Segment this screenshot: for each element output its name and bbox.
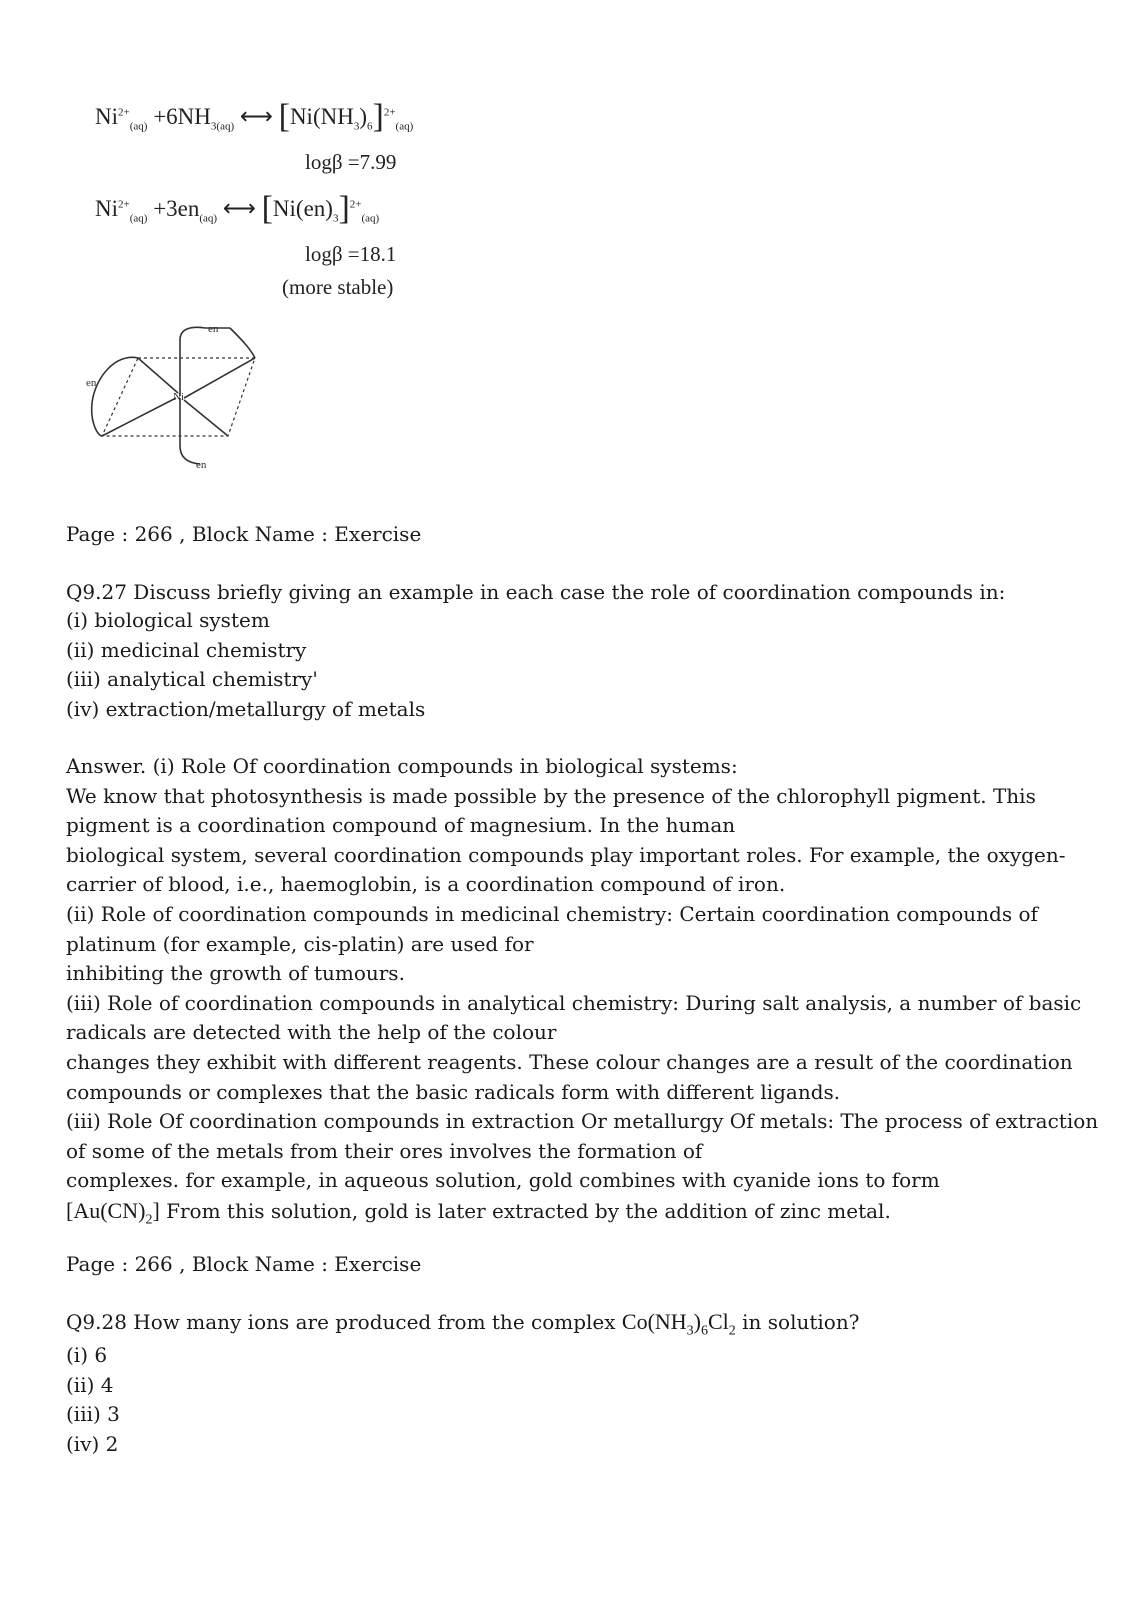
list-item: (ii) 4 [66, 1372, 114, 1397]
list-item: (iv) 2 [66, 1431, 119, 1456]
answer-line: (iii) Role Of coordination compounds in extraction Or metallurgy Of metals: The process of extraction [66, 1109, 1099, 1134]
answer-line: complexes. for example, in aqueous solution, gold combines with cyanide ions to form [66, 1168, 940, 1193]
equation-1: $Ni^{2+}_{(aq)} +6NH_{3(aq)}$ ⟷ $[Ni(NH_3)_6]^{2+}_{(aq)}$ [95, 98, 414, 135]
eq1-product: Ni(NH [289, 104, 354, 129]
answer-line-formula: $[Au(CN)_2]$ From this solution, gold is later extracted by the addition of zinc metal. [66, 1197, 891, 1228]
eq2-logbeta: logβ =18.1 [305, 242, 397, 266]
answer-line: biological system, several coordination compounds play important roles. For example, the oxygen- [66, 842, 1066, 867]
answer-line: platinum (for example, cis-platin) are used for [66, 931, 534, 956]
ligand-label-left: en [86, 377, 97, 389]
eq2-product: Ni(en) [272, 196, 333, 221]
question-9-28-options [66, 1341, 120, 1459]
list-item: (ii) medicinal chemistry [66, 637, 307, 662]
ni-en3-structure-diagram [80, 318, 280, 478]
eq1-reactant-ion: Ni [95, 104, 118, 129]
answer-line: changes they exhibit with different reagents. These colour changes are a result of the coordination [66, 1049, 1073, 1074]
answer-line: pigment is a coordination compound of magnesium. In the human [66, 813, 736, 838]
answer-line: Answer. (i) Role Of coordination compounds in biological systems: [66, 754, 738, 778]
eq1-logbeta: logβ =7.99 [305, 150, 397, 174]
ligand-label-bottom: en [196, 459, 207, 471]
answer-line: radicals are detected with the help of the colour [66, 1020, 557, 1045]
equilibrium-arrow: ⟷ [222, 196, 256, 221]
question-9-27: Q9.27 Discuss briefly giving an example in each case the role of coordination compounds in: [66, 580, 1006, 604]
answer-line: (iii) Role of coordination compounds in analytical chemistry: During salt analysis, a number of basic [66, 990, 1082, 1015]
en-arc-top [180, 327, 230, 340]
eq2-stability-note: (more stable) [282, 275, 394, 299]
answer-9-27 [66, 752, 1098, 1226]
metal-label: Ni [173, 391, 184, 403]
question-9-27-options [66, 606, 425, 724]
answer-line: inhibiting the growth of tumours. [66, 961, 405, 986]
answer-line: carrier of blood, i.e., haemoglobin, is a coordination compound of iron. [66, 872, 786, 897]
question-9-28: Q9.28 How many ions are produced from the complex $Co(NH_3)_6Cl_2$ in solution? [66, 1309, 860, 1339]
list-item: (iii) analytical chemistry' [66, 667, 318, 692]
answer-line: (ii) Role of coordination compounds in medicinal chemistry: Certain coordination compounds of [66, 901, 1038, 926]
ligand-label-top: en [208, 323, 219, 335]
equilibrium-arrow: ⟷ [239, 104, 273, 129]
gold-cyanide-formula: $[Au(CN)_2]$ [66, 1197, 160, 1228]
equation-2: $Ni^{2+}_{(aq)} +3en_{(aq)}$ ⟷ $[Ni(en)_3]^{2+}_{(aq)}$ [95, 190, 380, 227]
page-reference: Page : 266 , Block Name : Exercise [66, 522, 422, 546]
answer-line: compounds or complexes that the basic radicals form with different ligands. [66, 1079, 841, 1104]
eq1-ligand: 6NH [166, 104, 211, 129]
page-reference: Page : 266 , Block Name : Exercise [66, 1252, 422, 1276]
eq2-reactant-ion: Ni [95, 196, 118, 221]
list-item: (iv) extraction/metallurgy of metals [66, 696, 426, 721]
list-item: (iii) 3 [66, 1402, 120, 1427]
list-item: (i) 6 [66, 1343, 108, 1367]
list-item: (i) biological system [66, 608, 270, 632]
eq2-ligand: 3en [166, 196, 200, 221]
cobalt-complex-formula: $Co(NH_3)_6Cl_2$ [621, 1309, 736, 1339]
answer-line: of some of the metals from their ores involves the formation of [66, 1138, 703, 1163]
en-arc-left [92, 357, 138, 436]
answer-line: We know that photosynthesis is made possible by the presence of the chlorophyll pigment. This [66, 783, 1036, 808]
